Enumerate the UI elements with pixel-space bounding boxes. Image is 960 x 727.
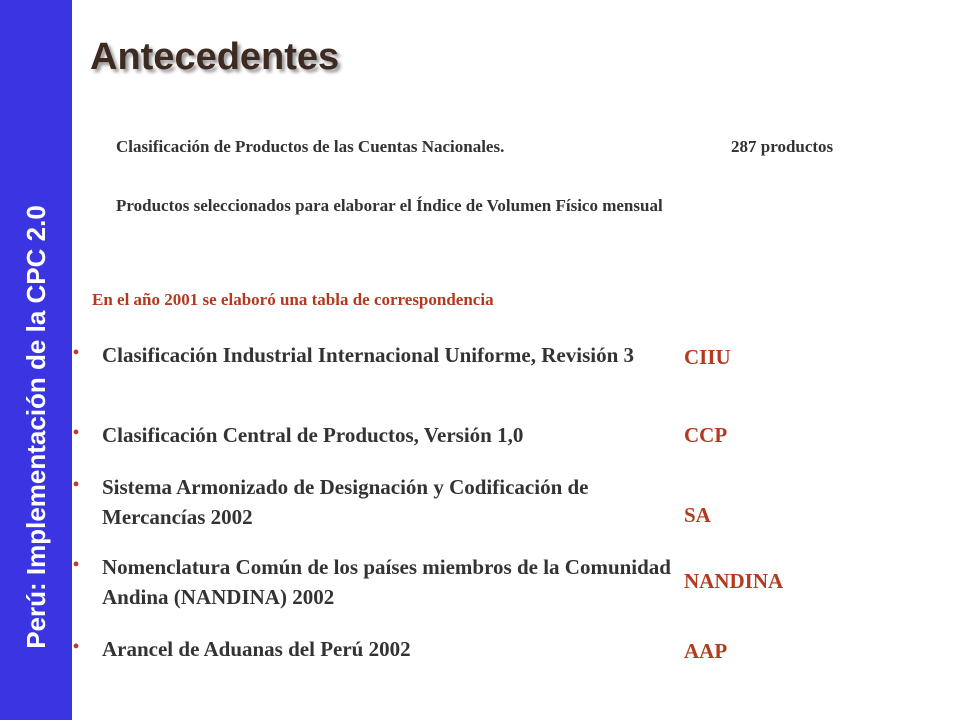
correspondence-note: En el año 2001 se elaboró una tabla de correspondencia xyxy=(92,290,494,309)
bullet-icon: • xyxy=(72,474,80,496)
bullet-icon: • xyxy=(72,554,80,576)
page-title: Antecedentes xyxy=(90,36,340,78)
list-item-text: Arancel de Aduanas del Perú 2002 xyxy=(102,637,411,661)
list-item-code: AAP xyxy=(684,639,728,663)
list-item-code: CCP xyxy=(684,423,728,447)
sidebar-vertical-title: Perú: Implementación de la CPC 2.0 xyxy=(21,205,51,649)
intro-line-1: Clasificación de Productos de las Cuentas Nacionales. xyxy=(116,137,505,156)
sidebar-band xyxy=(0,0,72,720)
list-item-text: Nomenclatura Común de los países miembros de la Comunidad Andina (NANDINA) 2002 xyxy=(102,555,671,609)
list-item-text: Clasificación Industrial Internacional Uniforme, Revisión 3 xyxy=(102,343,635,367)
list-item-text: Sistema Armonizado de Designación y Codificación de Mercancías 2002 xyxy=(102,475,589,529)
bullet-icon: • xyxy=(72,636,80,658)
list-item-code: SA xyxy=(684,503,711,527)
bullet-icon: • xyxy=(72,422,80,444)
list-item-code: NANDINA xyxy=(684,569,784,593)
list-item-text: Clasificación Central de Productos, Versión 1,0 xyxy=(102,423,524,447)
intro-line-1-count: 287 productos xyxy=(731,137,834,156)
list-item-code: CIIU xyxy=(684,345,731,369)
intro-line-2: Productos seleccionados para elaborar el Índice de Volumen Físico mensual xyxy=(116,196,663,215)
bullet-icon: • xyxy=(72,342,80,364)
